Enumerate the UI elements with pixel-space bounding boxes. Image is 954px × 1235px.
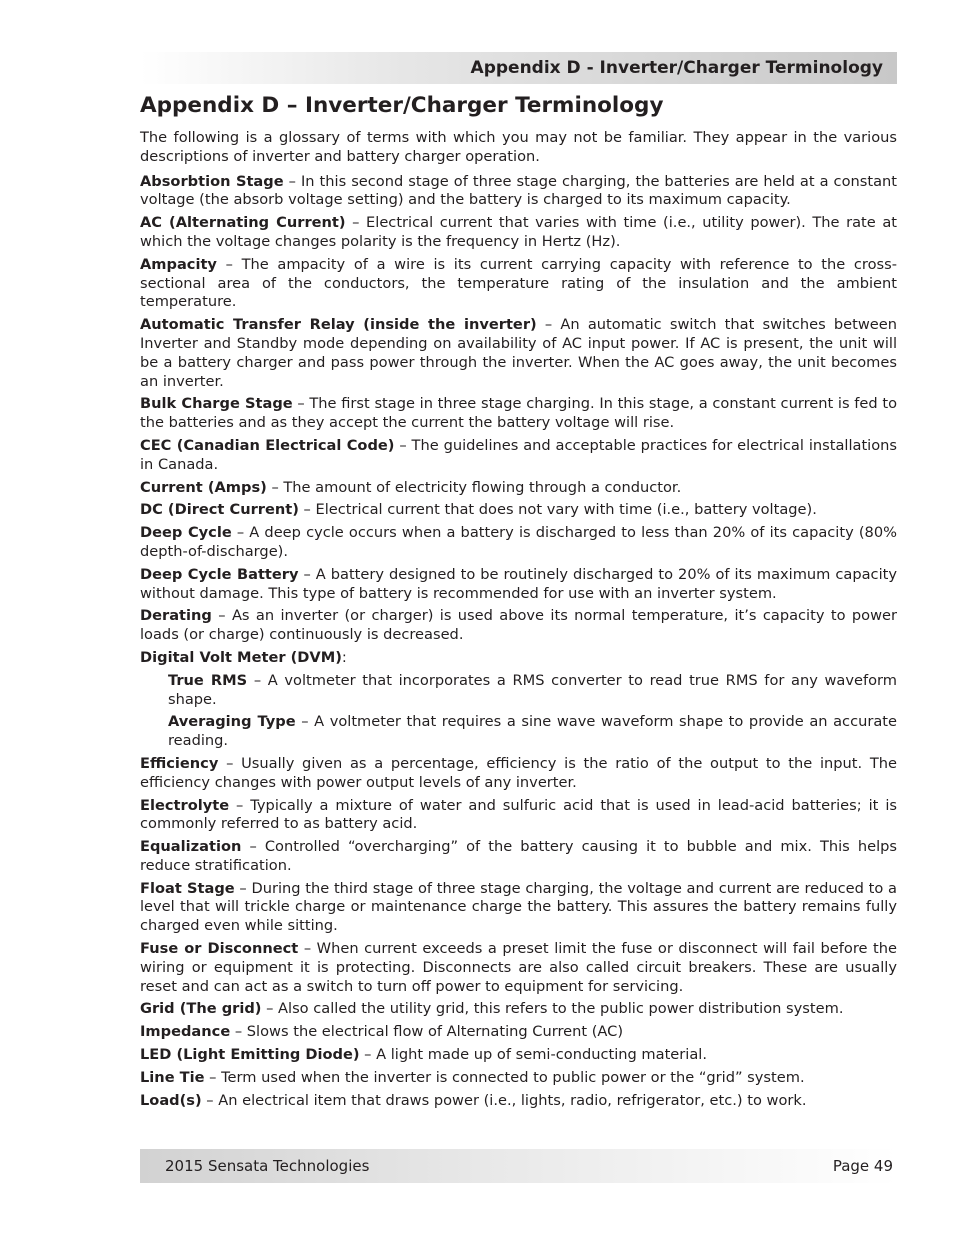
glossary-definition: – As an inverter (or charger) is used above its normal temperature, it’s capacity to power loads (or charge) continuously is decreased. [140,607,897,644]
glossary-term: Current (Amps) [140,478,267,496]
glossary-term: Digital Volt Meter (DVM) [140,648,342,666]
glossary-term: Grid (The grid) [140,1000,262,1018]
glossary-definition: : [341,648,347,666]
glossary-definition: – When current exceeds a preset limit the fuse or disconnect will fail before the wiring or equipment it is protecting. Disconnects are also called circuit breakers. These are usually reset and can act as a switch to turn off power to equipment for servicing. [140,940,897,995]
glossary-entry-absorbtion-stage [140,173,897,211]
glossary-entry-automatic-transfer-relay [140,316,897,391]
glossary-definition: – An automatic switch that switches between Inverter and Standby mode depending on availability of AC input power. If AC is present, the unit will be a battery charger and pass power through the inverter. When the AC goes away, the unit becomes an inverter. [140,316,898,390]
glossary-entry-float-stage [140,880,897,936]
glossary-definition: – A deep cycle occurs when a battery is discharged to less than 20% of its capacity (80% depth-of-discharge). [140,524,897,560]
glossary-definition: – Slows the electrical flow of Alternating Current (AC) [230,1023,624,1041]
glossary-definition: – A light made up of semi-conducting material. [359,1046,707,1064]
glossary-entry-dc [140,501,897,520]
glossary-term: Fuse or Disconnect [140,940,299,958]
glossary-entry-bulk-charge-stage [140,395,897,433]
glossary-entry-electrolyte [140,797,897,835]
glossary-definition: – Electrical current that varies with time (i.e., utility power). The rate at which the voltage changes polarity is the frequency in Hertz (Hz). [140,214,897,250]
glossary-subentry-true-rms [140,672,897,710]
glossary-definition: – Electrical current that does not vary with time (i.e., battery voltage). [298,501,817,519]
glossary-entry-deep-cycle-battery [140,566,897,604]
glossary-definition: – The guidelines and acceptable practices for electrical installations in Canada. [140,436,897,473]
intro-paragraph: The following is a glossary of terms with which you may not be familiar. They appear in the various descriptions of inverter and battery charger operation. [140,129,897,165]
page-footer [140,1149,897,1183]
glossary-term: Absorbtion Stage [140,172,284,190]
glossary-entry-line-tie [140,1069,897,1088]
running-header [140,52,897,84]
glossary-definition: – The amount of electricity flowing through a conductor. [266,478,682,496]
glossary-entry-deep-cycle [140,524,897,562]
glossary-definition: – A voltmeter that requires a sine wave waveform shape to provide an accurate reading. [168,713,897,750]
glossary-entry-fuse-or-disconnect [140,940,897,996]
glossary-term: Line Tie [140,1068,205,1086]
glossary-term: Ampacity [140,255,217,273]
glossary-definition: – Also called the utility grid, this refers to the public power distribution system. [261,1000,844,1018]
glossary-definition: – Controlled “overcharging” of the battery causing it to bubble and mix. This helps reduce stratification. [140,838,897,874]
glossary-term: DC (Direct Current) [140,501,299,519]
glossary-definition: – A voltmeter that incorporates a RMS converter to read true RMS for any waveform shape. [168,671,898,708]
glossary-term: Derating [140,607,212,625]
glossary-entry-ampacity [140,256,897,312]
footer-copyright: 2015 Sensata Technologies [165,1157,370,1175]
glossary-entry-current [140,479,897,498]
glossary-entry-efficiency [140,755,897,793]
glossary-definition: – Typically a mixture of water and sulfuric acid that is used in lead-acid batteries; it is commonly referred to as battery acid. [140,796,897,833]
glossary-entry-impedance [140,1023,897,1042]
glossary-term: Float Stage [140,879,235,897]
page-title: Appendix D – Inverter/Charger Terminology [140,93,664,118]
glossary-term: Deep Cycle [140,524,232,542]
glossary-entry-loads [140,1092,897,1111]
glossary-entry-led [140,1046,897,1065]
glossary-definition: – In this second stage of three stage charging, the batteries are held at a constant voltage (the absorb voltage setting) and the battery is charged to its maximum capacity. [140,172,897,209]
glossary-entry-cec [140,437,897,475]
glossary-entry-derating [140,607,897,645]
glossary-term: Automatic Transfer Relay (inside the inverter) [140,316,537,334]
glossary-definition: – Term used when the inverter is connected to public power or the “grid” system. [204,1068,805,1086]
glossary-definition: – The ampacity of a wire is its current carrying capacity with reference to the cross-sectional area of the conductors, the temperature rating of the insulation and the ambient temperature. [140,255,897,311]
glossary-term: Efficiency [140,754,219,772]
glossary-term: LED (Light Emitting Diode) [140,1046,360,1064]
glossary-term: Electrolyte [140,796,230,814]
glossary-definition: – Usually given as a percentage, efficiency is the ratio of the output to the input. The efficiency changes with power output levels of any inverter. [140,754,897,791]
glossary-term: Deep Cycle Battery [140,565,299,583]
page-content [140,92,897,1114]
glossary-definition: – The first stage in three stage charging. In this stage, a constant current is fed to the batteries and as they accept the current the battery voltage will rise. [140,395,897,432]
glossary-entry-grid [140,1000,897,1019]
glossary-entry-dvm [140,649,897,668]
glossary-definition: – An electrical item that draws power (i.e., lights, radio, refrigerator, etc.) to work. [201,1091,807,1109]
running-header-title: Appendix D - Inverter/Charger Terminology [470,58,883,78]
glossary-term: Bulk Charge Stage [140,395,293,413]
glossary-term: AC (Alternating Current) [140,214,346,232]
glossary-term: True RMS [168,671,248,689]
glossary-subentry-averaging-type [140,713,897,751]
glossary-term: Impedance [140,1023,231,1041]
glossary-entry-ac [140,214,897,252]
footer-page-number: Page 49 [832,1157,893,1175]
glossary-definition: – A battery designed to be routinely discharged to 20% of its maximum capacity without damage. This type of battery is recommended for use with an inverter system. [140,565,897,602]
glossary-definition: – During the third stage of three stage charging, the voltage and current are reduced to a level that will trickle charge or maintenance charge the battery. This assures the battery remains fully charged even while sitting. [140,879,897,935]
glossary-entry-equalization [140,838,897,876]
glossary-term: CEC (Canadian Electrical Code) [140,436,395,454]
glossary-term: Load(s) [140,1091,202,1109]
glossary-term: Equalization [140,838,242,856]
glossary-term: Averaging Type [168,713,296,731]
